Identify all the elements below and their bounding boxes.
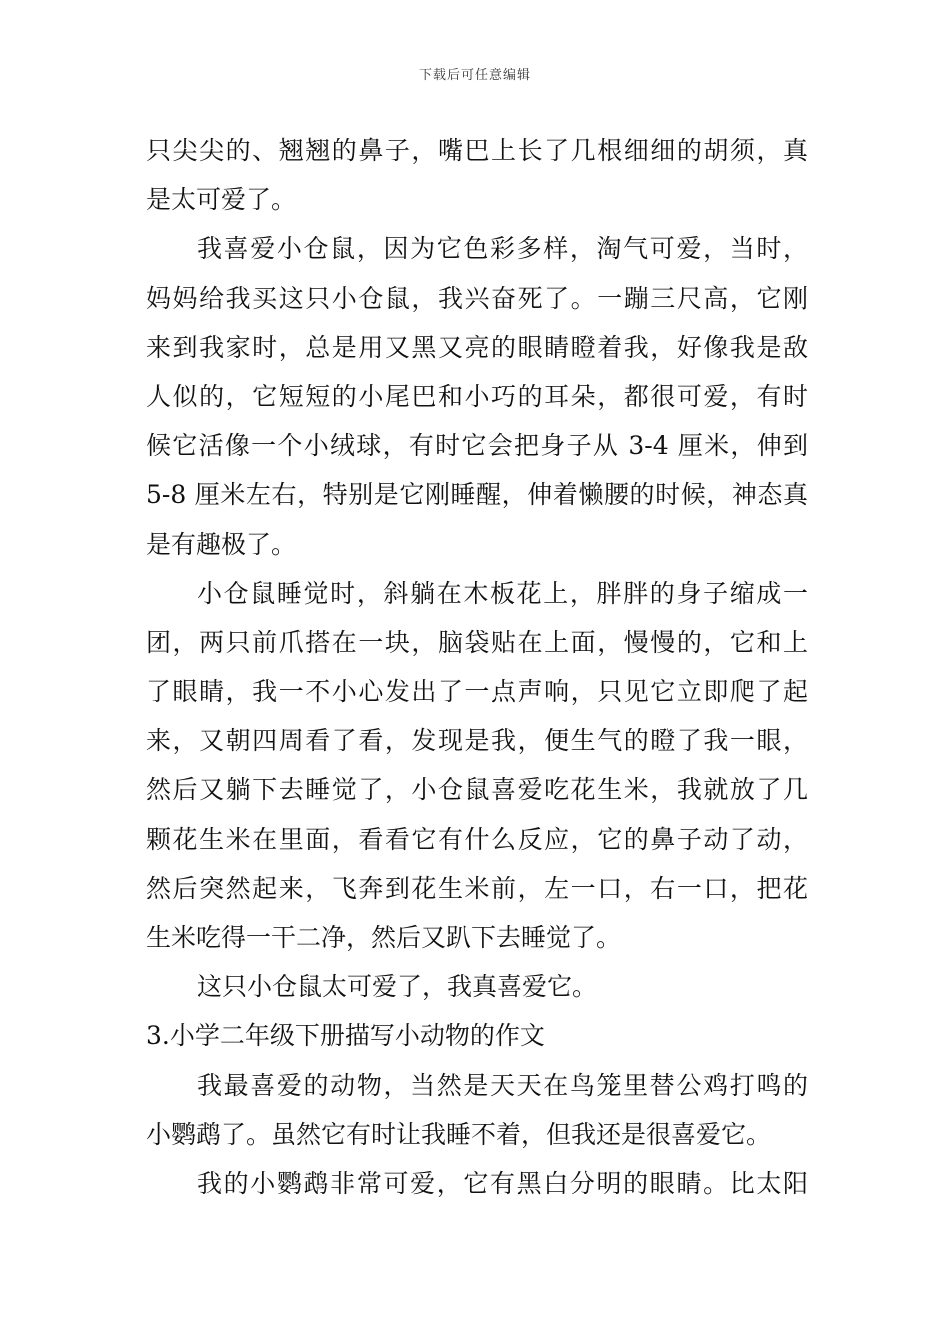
text-line: 候它活像一个小绒球，有时它会把身子从 3-4 厘米，伸到	[146, 431, 808, 461]
text-line: 然后又躺下去睡觉了，小仓鼠喜爱吃花生米，我就放了几	[146, 775, 808, 805]
document-body	[146, 126, 808, 1208]
text-line: 是有趣极了。	[146, 529, 297, 559]
paragraph-first-line: 这只小仓鼠太可爱了，我真喜爱它。	[197, 972, 598, 1002]
text-line: 颗花生米在里面，看看它有什么反应，它的鼻子动了动，	[146, 824, 808, 854]
text-line: 来到我家时，总是用又黑又亮的眼睛瞪着我，好像我是敌	[146, 332, 808, 362]
text-line: 了眼睛，我一不小心发出了一点声响，只见它立即爬了起	[146, 677, 808, 707]
paragraph-first-line: 我的小鹦鹉非常可爱，它有黑白分明的眼睛。比太阳	[197, 1168, 808, 1198]
text-line: 人似的，它短短的小尾巴和小巧的耳朵，都很可爱，有时	[146, 381, 808, 411]
paragraph-first-line: 我最喜爱的动物，当然是天天在鸟笼里替公鸡打鸣的	[197, 1070, 808, 1100]
text-line: 生米吃得一干二净，然后又趴下去睡觉了。	[146, 923, 622, 952]
text-line: 是太可爱了。	[146, 185, 297, 215]
section-heading: 3.小学二年级下册描写小动物的作文	[146, 1021, 545, 1051]
text-line: 只尖尖的、翘翘的鼻子，嘴巴上长了几根细细的胡须，真	[146, 136, 808, 165]
text-line: 5-8 厘米左右，特别是它刚睡醒，伸着懒腰的时候，神态真	[146, 480, 808, 510]
text-line: 然后突然起来，飞奔到花生米前，左一口，右一口，把花	[146, 873, 808, 903]
paragraph-first-line: 我喜爱小仓鼠，因为它色彩多样，淘气可爱，当时，	[197, 234, 808, 264]
text-line: 妈妈给我买这只小仓鼠，我兴奋死了。一蹦三尺高，它刚	[146, 283, 808, 313]
paragraph-first-line: 小仓鼠睡觉时，斜躺在木板花上，胖胖的身子缩成一	[197, 578, 808, 608]
text-line: 来，又朝四周看了看，发现是我，便生气的瞪了我一眼，	[146, 726, 808, 756]
page-header: 下载后可任意编辑	[418, 68, 531, 83]
text-line: 团，两只前爪搭在一块，脑袋贴在上面，慢慢的，它和上	[146, 627, 808, 657]
text-line: 小鹦鹉了。虽然它有时让我睡不着，但我还是很喜爱它。	[146, 1119, 772, 1149]
